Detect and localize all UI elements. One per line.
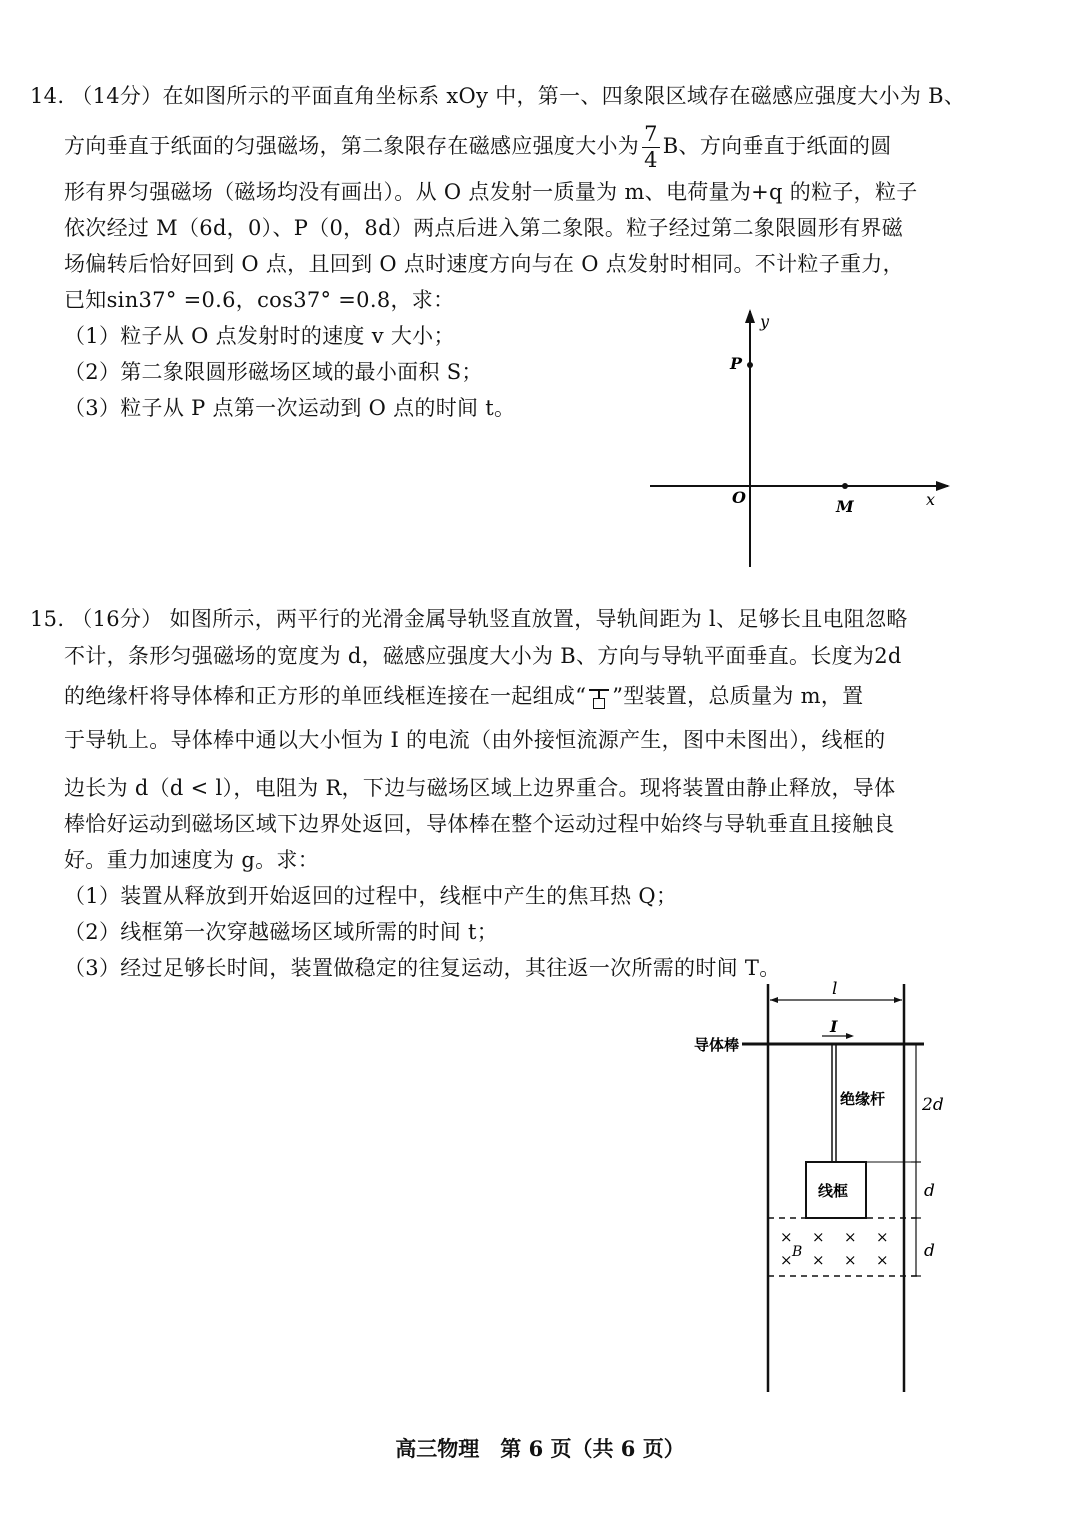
spacing-label: l: [832, 980, 838, 999]
field-mark: ×: [844, 1251, 857, 1269]
q14-line-1: [30, 80, 965, 110]
q14-sub-1-text: （1）粒子从 O 点发射时的速度 v 大小；: [64, 324, 455, 348]
q15-sub-3: [64, 952, 781, 982]
q15-text-3b: ”型装置，总质量为 m，置: [612, 684, 864, 708]
current-arrow-head: [846, 1033, 854, 1039]
insulating-rod-label: 绝缘杆: [840, 1090, 886, 1108]
q15-text-6: 棒恰好运动到磁场区域下边界处返回，导体棒在整个运动过程中始终与导轨垂直且接触良: [64, 812, 895, 836]
q14-text-6: 已知sin37° =0.6，cos37° =0.8，求：: [64, 288, 455, 312]
q14-text-1: 在如图所示的平面直角坐标系 xOy 中，第一、四象限区域存在磁感应强度大小为 B、: [162, 84, 966, 108]
field-mark: ×: [876, 1228, 889, 1246]
q15-text-5: 边长为 d（d < l），电阻为 R，下边与磁场区域上边界重合。现将装置由静止释放，导体: [64, 776, 896, 800]
x-axis-arrow: [936, 481, 950, 491]
q14-number: 14.: [30, 84, 65, 108]
m-label: M: [836, 497, 854, 516]
q15-text-7: 好。重力加速度为 g。求：: [64, 848, 320, 872]
origin-label: O: [732, 488, 746, 507]
q14-coordinate-figure: [640, 305, 960, 575]
dimension-d-field-label: d: [924, 1241, 935, 1261]
q14-score: （14分）: [71, 84, 163, 108]
q15-sub-1: [64, 880, 677, 910]
q15-text-1: 如图所示，两平行的光滑金属导轨竖直放置，导轨间距为 l、足够长且电阻忽略: [169, 607, 908, 631]
spacing-arrow-right: [894, 997, 902, 1003]
q15-text-2: 不计，条形匀强磁场的宽度为 d，磁感应强度大小为 B、方向与导轨平面垂直。长度为2d: [64, 644, 902, 668]
field-mark: ×: [844, 1228, 857, 1246]
q14-sub-1: [64, 320, 455, 350]
field-mark: ×: [812, 1228, 825, 1246]
y-axis-label: y: [760, 312, 770, 331]
q15-line-4: [64, 724, 885, 754]
q14-line-3: [64, 176, 918, 206]
q15-text-3a: 的绝缘杆将导体棒和正方形的单匝线框连接在一起组成“: [64, 684, 587, 708]
q15-sub-2: [64, 916, 498, 946]
page-footer: 高三物理 第 6 页（共 6 页）: [395, 1436, 685, 1461]
conductor-rod-label: 导体棒: [694, 1036, 740, 1054]
dimension-d-frame-label: d: [924, 1181, 935, 1201]
field-mark: ×: [780, 1228, 793, 1246]
q15-line-7: [64, 844, 319, 874]
fraction-7-4: [642, 124, 660, 171]
q14-line-2: [64, 124, 892, 171]
q15-text-4: 于导轨上。导体棒中通以大小恒为 I 的电流（由外接恒流源产生，图中未图出），线框的: [64, 728, 886, 752]
q15-sub-1-text: （1）装置从释放到开始返回的过程中，线框中产生的焦耳热 Q；: [64, 884, 678, 908]
q15-score: （16分）: [71, 607, 163, 631]
fraction-numerator: 7: [644, 122, 658, 146]
point-m: [842, 483, 848, 489]
field-mark: ×: [876, 1251, 889, 1269]
fraction-denominator: 4: [644, 148, 658, 172]
q14-line-5: [64, 248, 904, 278]
q15-line-5: [64, 772, 895, 802]
spacing-arrow-left: [770, 997, 778, 1003]
coil-frame-label: 线框: [818, 1182, 849, 1200]
p-label: P: [730, 354, 743, 373]
q14-line-4: [64, 212, 903, 242]
dimension-2d-label: 2d: [922, 1095, 944, 1115]
q14-text-5: 场偏转后恰好回到 O 点，且回到 O 点时速度方向与在 O 点发射时相同。不计粒子重力，: [64, 252, 904, 276]
q15-number: 15.: [30, 607, 65, 631]
y-axis-arrow: [745, 309, 755, 323]
q14-sub-3: [64, 392, 515, 422]
q15-line-1: [30, 603, 908, 633]
q15-sub-3-text: （3）经过足够长时间，装置做稳定的往复运动，其往返一次所需的时间 T。: [64, 956, 781, 980]
q14-sub-2: [64, 356, 483, 386]
field-b-label: B: [792, 1244, 803, 1260]
point-p: [747, 362, 753, 368]
field-mark: ×: [812, 1251, 825, 1269]
q15-sub-2-text: （2）线框第一次穿越磁场区域所需的时间 t；: [64, 920, 499, 944]
q14-sub-3-text: （3）粒子从 P 点第一次运动到 O 点的时间 t。: [64, 396, 516, 420]
q14-text-2a: 方向垂直于纸面的匀强磁场，第二象限存在磁感应强度大小为: [64, 134, 640, 158]
q14-text-4: 依次经过 M（6d，0）、P（0，8d）两点后进入第二象限。粒子经过第二象限圆形有界磁: [64, 216, 904, 240]
current-label: I: [830, 1017, 838, 1036]
q15-line-2: [64, 640, 902, 670]
q15-line-3: [64, 680, 863, 710]
q14-text-2b: B、方向垂直于纸面的圆: [662, 134, 892, 158]
x-axis-label: x: [926, 490, 936, 509]
q14-line-6: [64, 284, 454, 314]
q15-line-6: [64, 808, 895, 838]
q15-rail-figure: [680, 980, 980, 1400]
q14-sub-2-text: （2）第二象限圆形磁场区域的最小面积 S；: [64, 360, 483, 384]
q14-text-3: 形有界匀强磁场（磁场均没有画出）。从 O 点发射一质量为 m、电荷量为+q 的粒子，粒子: [64, 180, 918, 204]
field-mark: ×: [780, 1251, 793, 1269]
device-shape-icon: [588, 687, 610, 709]
